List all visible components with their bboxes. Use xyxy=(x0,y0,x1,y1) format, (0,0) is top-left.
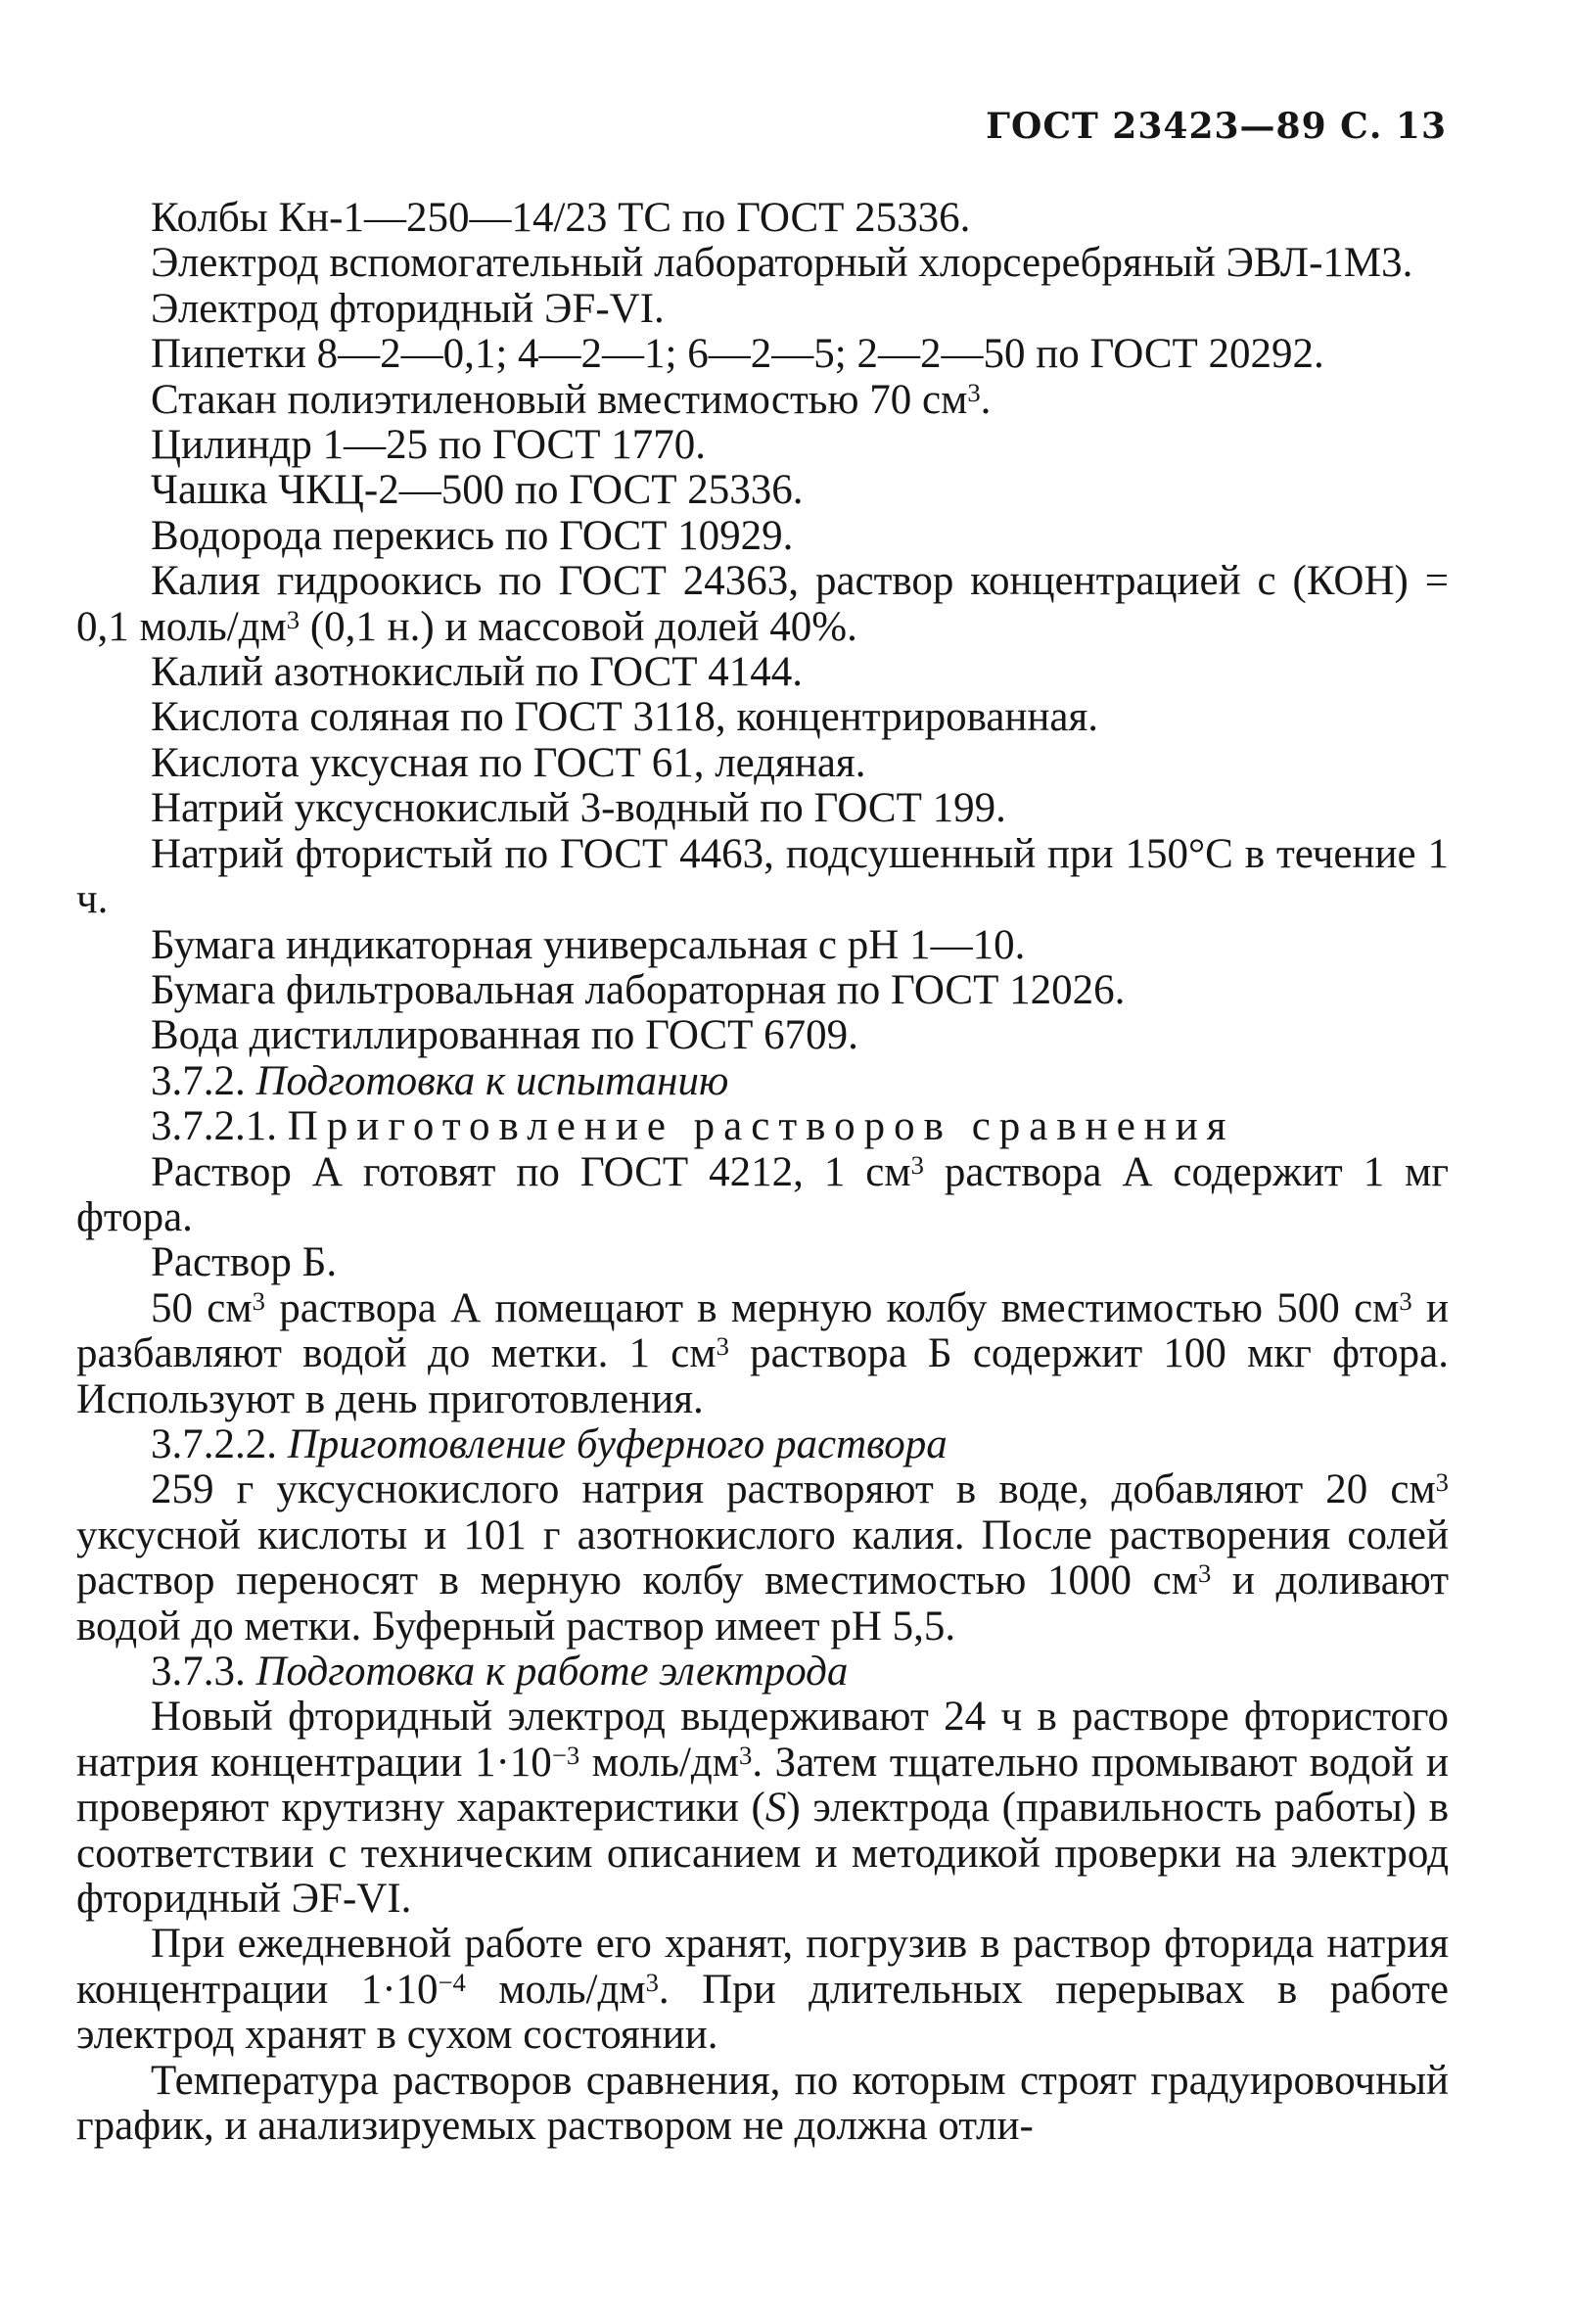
text-line: Пипетки 8—2—0,1; 4—2—1; 6—2—5; 2—2—50 по ГОСТ 20292. xyxy=(151,331,1324,378)
text-fragment: 259 г уксуснокислого натрия растворяют в воде, добавляют 20 см xyxy=(151,1466,1436,1513)
section-title: Приготовление буферного раствора xyxy=(287,1420,948,1467)
paragraph xyxy=(76,695,1449,740)
paragraph xyxy=(76,1286,1449,1422)
section-number: 3.7.2. xyxy=(151,1057,256,1104)
paragraph xyxy=(76,1695,1449,1922)
text-fragment: моль/дм xyxy=(579,1739,740,1786)
document-body xyxy=(76,196,1449,2149)
subsection-heading xyxy=(76,1422,1449,1467)
section-title: Подготовка к работе электрода xyxy=(255,1649,849,1695)
paragraph xyxy=(76,378,1449,423)
text-fragment: и доливают водой до метки. Буферный раствор имеет рН 5,5. xyxy=(76,1557,1449,1650)
text-line: Электрод вспомогательный лабораторный хлорсеребряный ЭВЛ-1М3. xyxy=(151,240,1413,287)
text-line: Кислота уксусная по ГОСТ 61, ледяная. xyxy=(151,739,866,786)
text-line: Вода дистиллированная по ГОСТ 6709. xyxy=(151,1012,858,1059)
superscript: 3 xyxy=(645,1967,659,1997)
paragraph xyxy=(76,923,1449,968)
paragraph xyxy=(76,423,1449,468)
text-line: Калий азотнокислый по ГОСТ 4144. xyxy=(151,649,804,696)
text-line: Цилиндр 1—25 по ГОСТ 1770. xyxy=(151,422,706,469)
subsection-heading xyxy=(76,1104,1449,1149)
paragraph xyxy=(76,786,1449,831)
text-fragment: Новый фторидный электрод выдерживают 24 ч в растворе фтористого натрия концентрации 1·10 xyxy=(76,1694,1449,1786)
symbol-s: S xyxy=(764,1785,787,1832)
section-heading xyxy=(76,1650,1449,1695)
section-number: 3.7.3. xyxy=(151,1649,256,1695)
text-line: Бумага фильтровальная лабораторная по ГОСТ 12026. xyxy=(151,966,1126,1013)
text-fragment: моль/дм xyxy=(465,1966,646,2013)
superscript: −4 xyxy=(438,1967,466,1997)
text-line: Чашка ЧКЦ-2—500 по ГОСТ 25336. xyxy=(151,467,804,514)
superscript: 3 xyxy=(739,1740,753,1770)
superscript: 3 xyxy=(716,1331,729,1362)
paragraph xyxy=(76,2059,1449,2150)
text-fragment: При ежедневной работе его хранят, погрузив в раствор фторида натрия концентрации 1·10 xyxy=(76,1921,1449,2013)
text-line: Электрод фторидный ЭF-VI. xyxy=(151,285,665,332)
superscript: 3 xyxy=(286,604,301,634)
paragraph xyxy=(76,1467,1449,1650)
paragraph xyxy=(76,287,1449,332)
paragraph xyxy=(76,196,1449,241)
paragraph xyxy=(76,514,1449,559)
paragraph xyxy=(76,241,1449,286)
text-line: Натрий фтористый по ГОСТ 4463, подсушенный при 150°С в течение 1 ч. xyxy=(76,830,1449,923)
section-title: Подготовка к испытанию xyxy=(255,1057,729,1104)
text-line: Температура растворов сравнения, по которым строят градуировочный график, и анализируемых раствором не должна отли- xyxy=(76,2057,1449,2150)
text-fragment: ) электрода (правильность работы) в соответствии с техническим описанием и методикой проверки на электрод фторидный ЭF-VI. xyxy=(76,1785,1449,1923)
superscript: 3 xyxy=(1197,1558,1212,1589)
superscript: 3 xyxy=(252,1285,265,1316)
text-fragment: раствора А помещают в мерную колбу вместимостью 500 см xyxy=(264,1284,1400,1331)
paragraph xyxy=(76,332,1449,377)
text-fragment: . При длительных перерывах в работе электрод хранят в сухом состоянии. xyxy=(76,1966,1450,2059)
section-number: 3.7.2.2. xyxy=(151,1420,288,1467)
text-fragment: уксусной кислоты и 101 г азотнокислого калия. После растворения солей раствор переносят в мерную колбу вместимостью 1000 см xyxy=(76,1511,1449,1604)
superscript: 3 xyxy=(910,1149,924,1180)
section-title: Приготовление растворов сравнения xyxy=(287,1103,1235,1150)
paragraph xyxy=(76,1013,1449,1058)
text-fragment: раствора Б содержит 100 мкг фтора. Используют в день приготовления. xyxy=(76,1330,1450,1422)
paragraph xyxy=(76,968,1449,1013)
paragraph xyxy=(76,559,1449,650)
superscript: 3 xyxy=(967,377,981,407)
paragraph xyxy=(76,468,1449,513)
text-fragment: раствора А содержит 1 мг фтора. xyxy=(76,1148,1449,1240)
text-line: Стакан полиэтиленовый вместимостью 70 см xyxy=(151,376,968,423)
page-header: ГОСТ 23423—89 С. 13 xyxy=(986,106,1447,147)
text-fragment: и разбавляют водой до метки. 1 см xyxy=(76,1284,1450,1377)
paragraph xyxy=(76,1240,1449,1285)
text-line: Бумага индикаторная универсальная с рН 1—10. xyxy=(151,921,1026,968)
text-line: Раствор Б. xyxy=(151,1239,338,1286)
paragraph xyxy=(76,1150,1449,1241)
superscript: −3 xyxy=(551,1740,580,1770)
text-fragment: . Затем тщательно промывают водой и проверяют крутизну характеристики ( xyxy=(76,1739,1449,1832)
text-fragment: 50 см xyxy=(151,1284,253,1331)
paragraph xyxy=(76,741,1449,786)
text-fragment: . xyxy=(980,376,992,423)
text-fragment: (0,1 н.) и массовой долей 40%. xyxy=(300,603,857,650)
text-fragment: Раствор А готовят по ГОСТ 4212, 1 см xyxy=(151,1148,911,1195)
text-line: Кислота соляная по ГОСТ 3118, концентрированная. xyxy=(151,694,1099,741)
superscript: 3 xyxy=(1435,1467,1449,1498)
paragraph xyxy=(76,832,1449,923)
superscript: 3 xyxy=(1399,1285,1412,1316)
text-line: Водорода перекись по ГОСТ 10929. xyxy=(151,512,794,559)
section-number: 3.7.2.1. xyxy=(151,1103,288,1150)
section-heading xyxy=(76,1059,1449,1104)
text-line: Натрий уксуснокислый 3-водный по ГОСТ 199. xyxy=(151,785,1006,832)
text-line: Колбы Кн-1—250—14/23 ТС по ГОСТ 25336. xyxy=(151,195,971,241)
paragraph xyxy=(76,1922,1449,2058)
text-line: Калия гидроокись по ГОСТ 24363, раствор концентрацией с (КОН) = 0,1 моль/дм xyxy=(76,558,1449,650)
paragraph xyxy=(76,650,1449,695)
